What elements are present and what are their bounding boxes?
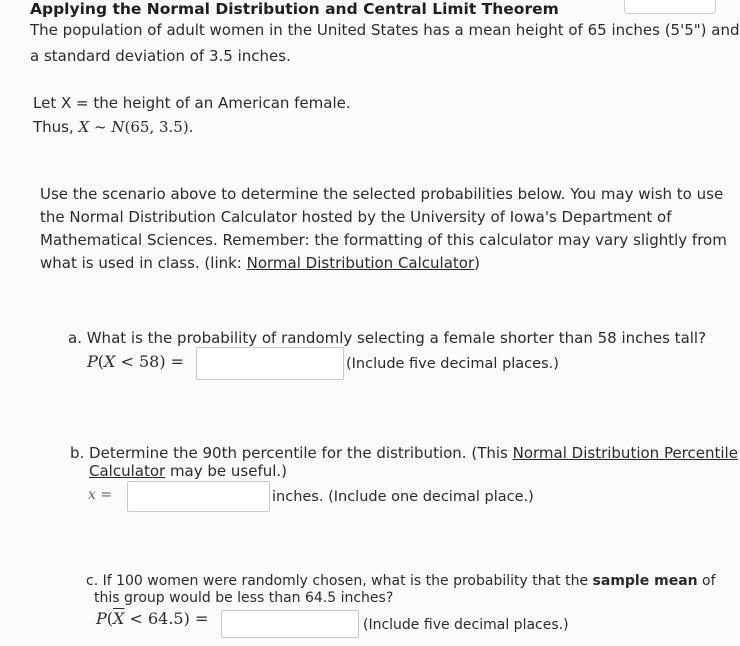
intro-line-2: a standard deviation of 3.5 inches. bbox=[30, 47, 291, 65]
question-c-text-line-2: this group would be less than 64.5 inches? bbox=[94, 590, 394, 606]
percentile-calculator-link-part-1[interactable]: Normal Distribution Percentile bbox=[512, 444, 738, 462]
question-b-hint: inches. (Include one decimal place.) bbox=[272, 489, 534, 505]
qc-xbar-symbol: $\overline{X}$ bbox=[113, 609, 125, 628]
normal-calculator-link[interactable]: Normal Distribution Calculator bbox=[246, 254, 475, 272]
question-a-hint: (Include five decimal places.) bbox=[346, 356, 559, 372]
instructions-line-4 bbox=[40, 252, 727, 275]
qa-p-symbol: P bbox=[87, 352, 98, 371]
thus-params: (65, 3.5). bbox=[124, 118, 194, 136]
partial-answer-box[interactable] bbox=[624, 0, 716, 14]
qc-expr-rest: < 64.5) = bbox=[124, 609, 209, 628]
question-b-expression bbox=[88, 487, 112, 503]
instructions-line-4-prefix: what is used in class. (link: bbox=[40, 254, 247, 272]
thus-prefix: Thus, bbox=[33, 118, 74, 136]
question-b-text-line-2 bbox=[89, 462, 287, 480]
page-title: Applying the Normal Distribution and Central Limit Theorem bbox=[30, 0, 559, 18]
qb-equals: = bbox=[95, 487, 113, 503]
qc-p-symbol: P bbox=[96, 609, 107, 628]
instructions-line-3: Mathematical Sciences. Remember: the formatting of this calculator may vary slightly from bbox=[40, 231, 727, 249]
thus-dist-symbol: N bbox=[111, 118, 125, 136]
percentile-calculator-link-part-2[interactable]: Calculator bbox=[89, 462, 166, 480]
intro-line-1: The population of adult women in the United States has a mean height of 65 inches (5'5") and bbox=[30, 21, 740, 39]
question-a-expression bbox=[87, 352, 184, 371]
qa-open-paren: ( bbox=[97, 352, 105, 371]
thus-tilde: ~ bbox=[94, 118, 107, 136]
qa-expr-rest: < 58) = bbox=[115, 352, 185, 371]
answer-c-input[interactable] bbox=[221, 610, 359, 638]
qb-text-prefix: b. Determine the 90th percentile for the distribution. (This bbox=[70, 444, 513, 462]
question-b-text-line-1 bbox=[70, 444, 738, 462]
thus-variable: X bbox=[78, 118, 90, 136]
qc-text-suffix: of bbox=[697, 573, 716, 589]
qc-open-paren: ( bbox=[106, 609, 114, 628]
question-c-expression bbox=[96, 609, 208, 628]
qb-x-symbol: x bbox=[88, 487, 96, 503]
question-c-text-line-1 bbox=[86, 573, 716, 589]
qa-x-symbol: X bbox=[104, 352, 116, 371]
qb-text-suffix: may be useful.) bbox=[165, 462, 288, 480]
instructions-line-2: the Normal Distribution Calculator hosted by the University of Iowa's Department of bbox=[40, 208, 672, 226]
answer-b-input[interactable] bbox=[127, 481, 270, 512]
qc-sample-mean-bold: sample mean bbox=[592, 573, 698, 589]
question-c-hint: (Include five decimal places.) bbox=[363, 617, 569, 633]
instructions-line-4-suffix: ) bbox=[474, 254, 480, 272]
instructions-paragraph bbox=[40, 183, 727, 275]
answer-a-input[interactable] bbox=[196, 347, 344, 380]
let-x-definition: Let X = the height of an American female. bbox=[33, 94, 351, 112]
question-a-text: a. What is the probability of randomly selecting a female shorter than 58 inches tall? bbox=[68, 329, 707, 347]
instructions-line-1: Use the scenario above to determine the selected probabilities below. You may wish to use bbox=[40, 185, 724, 203]
qc-text-prefix: c. If 100 women were randomly chosen, what is the probability that the bbox=[86, 573, 593, 589]
distribution-statement bbox=[33, 118, 193, 136]
